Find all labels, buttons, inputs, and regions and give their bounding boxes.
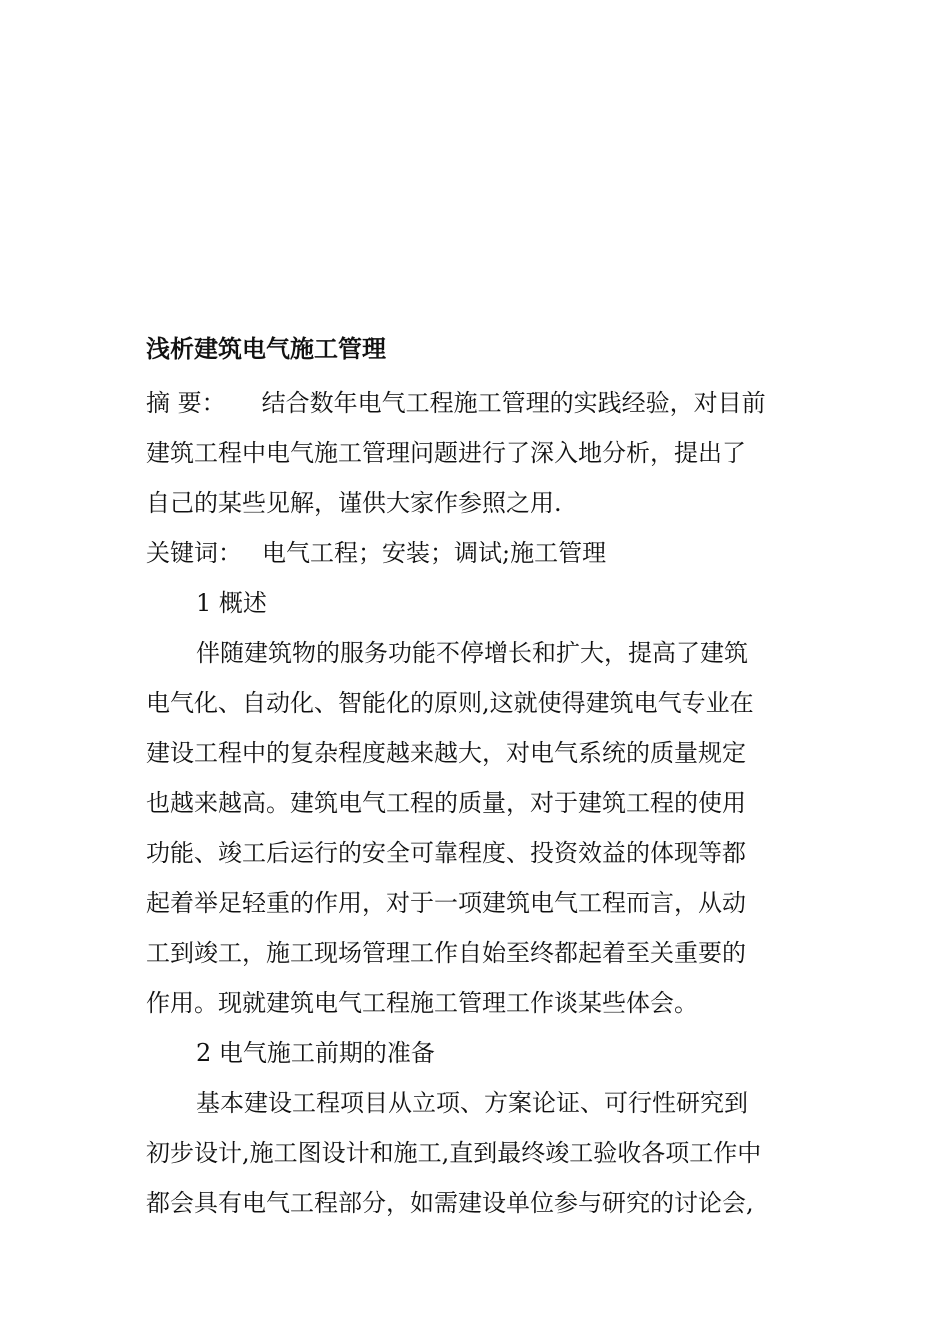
paragraph-line: 建设工程中的复杂程度越来越大，对电气系统的质量规定	[146, 739, 746, 767]
abstract-line-3: 自己的某些见解，谨供大家作参照之用.	[146, 489, 562, 517]
paragraph-line: 初步设计,施工图设计和施工,直到最终竣工验收各项工作中	[146, 1139, 762, 1167]
section-heading-preparation: 2 电气施工前期的准备	[196, 1039, 435, 1067]
paragraph-line: 功能、竣工后运行的安全可靠程度、投资效益的体现等都	[146, 839, 746, 867]
paragraph-line: 基本建设工程项目从立项、方案论证、可行性研究到	[196, 1089, 748, 1117]
section-heading-overview: 1 概述	[196, 589, 267, 617]
document-body	[146, 330, 816, 1228]
paragraph-line: 电气化、自动化、智能化的原则,这就使得建筑电气专业在	[146, 689, 754, 717]
abstract-label: 摘 要：	[146, 389, 226, 417]
paragraph-line: 也越来越高。建筑电气工程的质量，对于建筑工程的使用	[146, 789, 746, 817]
keywords-line	[146, 528, 816, 578]
paragraph-line: 工到竣工，施工现场管理工作自始至终都起着至关重要的	[146, 939, 746, 967]
paragraph-line: 作用。现就建筑电气工程施工管理工作谈某些体会。	[146, 989, 698, 1017]
paragraph-line: 起着举足轻重的作用，对于一项建筑电气工程而言，从动	[146, 889, 746, 917]
document-title: 浅析建筑电气施工管理	[146, 334, 386, 363]
keywords-text: 电气工程；安装；调试;施工管理	[262, 539, 607, 567]
abstract-text: 结合数年电气工程施工管理的实践经验，对目前	[261, 389, 766, 417]
keywords-label: 关键词：	[146, 539, 242, 567]
paragraph-line: 伴随建筑物的服务功能不停增长和扩大，提高了建筑	[196, 639, 748, 667]
abstract-line-1	[146, 378, 816, 428]
paragraph-line: 都会具有电气工程部分，如需建设单位参与研究的讨论会,	[146, 1189, 754, 1217]
abstract-line-2: 建筑工程中电气施工管理问题进行了深入地分析，提出了	[146, 439, 746, 467]
